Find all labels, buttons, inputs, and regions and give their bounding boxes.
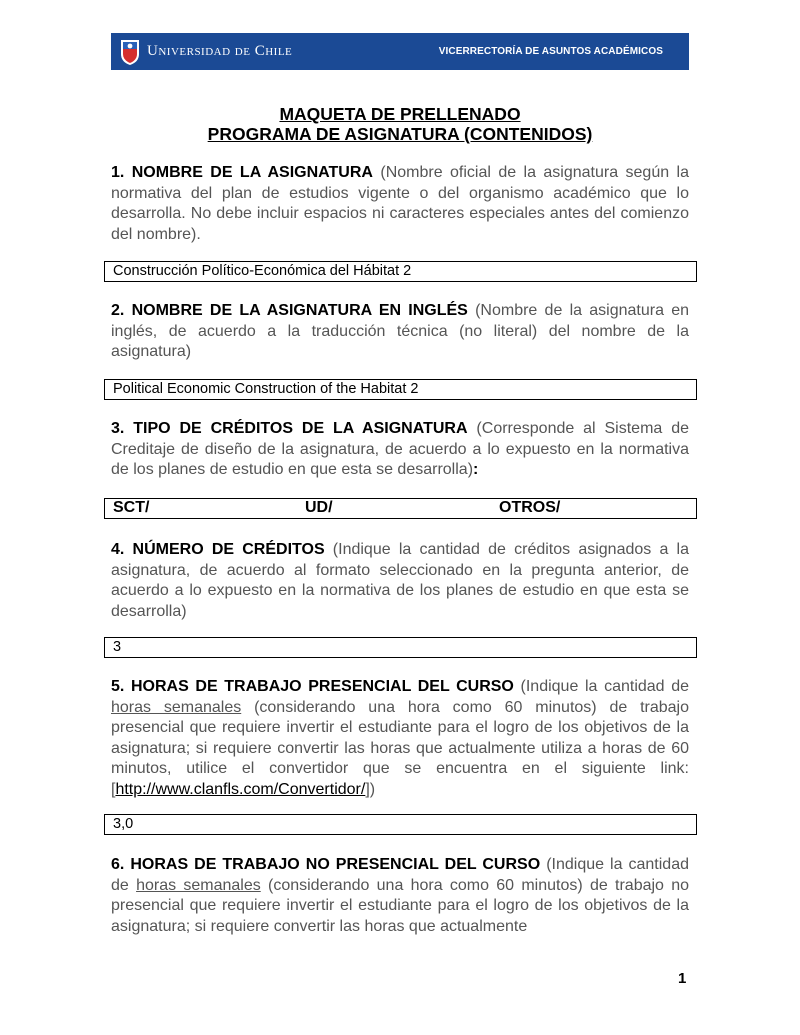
header-banner	[111, 33, 689, 70]
section-6-text-a: (Indique la cantidad de	[111, 856, 689, 894]
section-6-heading: 6. HORAS DE TRABAJO NO PRESENCIAL DEL CURSO	[111, 856, 541, 873]
section-2-heading: 2. NOMBRE DE LA ASIGNATURA EN INGLÉS	[111, 302, 468, 319]
section-6-description	[111, 855, 689, 937]
vicerrectoria-label: VICERRECTORÍA DE ASUNTOS ACADÉMICOS	[438, 46, 663, 57]
university-crest-icon	[119, 38, 141, 66]
section-5-heading: 5. HORAS DE TRABAJO PRESENCIAL DEL CURSO	[111, 678, 514, 695]
section-3-text: (Corresponde al Sistema de Creditaje de diseño de la asignatura, de acuerdo a lo expuesto en la normativa de los planes de estudio en que esta se desarrolla)	[111, 420, 689, 478]
section-3-heading: 3. TIPO DE CRÉDITOS DE LA ASIGNATURA	[111, 420, 468, 437]
section-6-text-b: (considerando una hora como 60 minutos) de trabajo no presencial que requiere invertir el estudiante para el logro de los objetivos de la asignatura; si requiere convertir las horas que actualmente	[111, 876, 689, 935]
ud-option[interactable]: UD/	[305, 499, 333, 516]
credit-type-field[interactable]	[104, 498, 697, 519]
section-2-description	[111, 301, 689, 363]
otros-option[interactable]: OTROS/	[499, 499, 561, 516]
section-5-underlined: horas semanales	[111, 698, 242, 716]
section-1-text: (Nombre oficial de la asignatura según la normativa del plan de estudios vigente o del organismo académico que lo desarrolla. No debe incluir espacios ni caracteres especiales antes del comienzo del nombre).	[111, 164, 689, 243]
section-5-text-b: (considerando una hora como 60 minutos) de trabajo presencial que requiere invertir el estudiante para el logro de los objetivos de la asignatura; si requiere convertir las horas que actualmente utiliza a horas de 60 minutos, utilice el convertidor que se encuentra en el siguiente link: [	[111, 698, 690, 798]
section-5-description	[111, 677, 689, 800]
section-1-answer-field[interactable]: Construcción Político-Económica del Hábitat 2	[104, 261, 697, 282]
section-4-description	[111, 540, 689, 622]
convertidor-link[interactable]: http://www.clanfls.com/Convertidor/	[115, 780, 366, 798]
sct-option[interactable]: SCT/	[113, 499, 150, 516]
section-3-description	[111, 419, 689, 481]
university-logo	[119, 38, 292, 66]
section-5-text-a: (Indique la cantidad de	[513, 678, 690, 695]
section-1-description	[111, 163, 689, 245]
title-line-1: MAQUETA DE PRELLENADO	[279, 104, 521, 124]
section-1-heading: 1. NOMBRE DE LA ASIGNATURA	[111, 164, 373, 181]
section-4-text: (Indique la cantidad de créditos asignados a la asignatura, de acuerdo al formato seleccionado en la pregunta anterior, de acuerdo a lo expuesto en la normativa de los planes de estudio en que esta se desarrolla)	[111, 541, 689, 620]
section-5-answer-field[interactable]: 3,0	[104, 814, 697, 835]
section-5-text-c: ])	[365, 780, 376, 798]
section-4-answer-field[interactable]: 3	[104, 637, 697, 658]
section-2-answer-field[interactable]: Political Economic Construction of the Habitat 2	[104, 379, 697, 400]
page-number: 1	[678, 970, 687, 987]
document-title	[111, 104, 689, 144]
section-6-underlined: horas semanales	[136, 876, 261, 894]
section-4-heading: 4. NÚMERO DE CRÉDITOS	[111, 541, 325, 558]
title-line-2: PROGRAMA DE ASIGNATURA (CONTENIDOS)	[207, 124, 593, 144]
university-name: Universidad de Chile	[147, 43, 293, 59]
section-2-text: (Nombre de la asignatura en inglés, de acuerdo a la traducción técnica (no literal) del nombre de la asignatura)	[111, 302, 689, 360]
section-3-colon: :	[473, 461, 479, 478]
